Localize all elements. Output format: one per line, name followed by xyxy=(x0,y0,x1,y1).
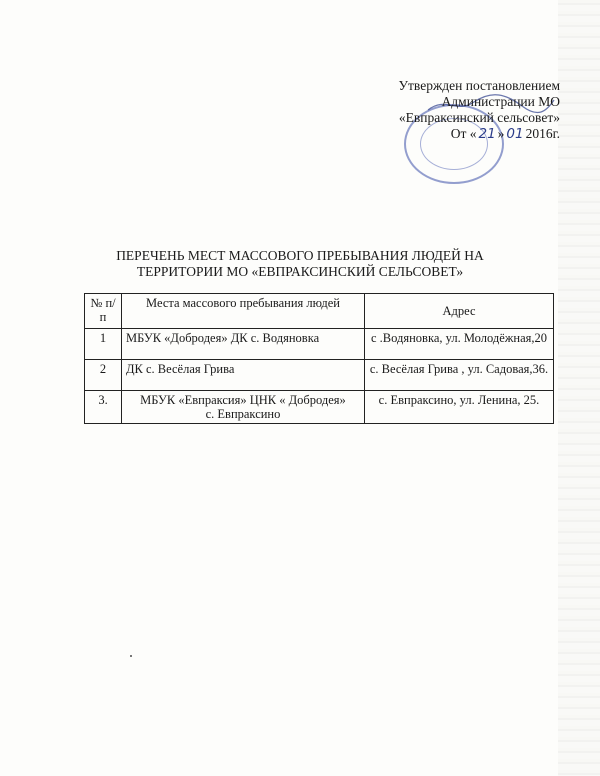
table-row xyxy=(85,391,554,424)
title-line-1: ПЕРЕЧЕНЬ МЕСТ МАССОВОГО ПРЕБЫВАНИЯ ЛЮДЕЙ НА xyxy=(116,248,484,263)
row-place: ДК с. Весёлая Грива xyxy=(122,360,365,391)
approval-line-1: Утвержден постановлением xyxy=(398,78,560,93)
row-address: с .Водяновка, ул. Молодёжная,20 xyxy=(365,329,554,360)
approval-line-3: «Евпраксинский сельсовет» xyxy=(398,110,560,125)
table-header-row xyxy=(85,294,554,329)
approval-block xyxy=(360,78,560,142)
row-number: 3. xyxy=(85,391,122,424)
approval-line-2: Администрации МО xyxy=(441,94,560,109)
header-number: № п/п xyxy=(85,294,122,329)
date-mid: » xyxy=(497,126,505,141)
header-address: Адрес xyxy=(365,294,554,329)
scan-edge-artifact xyxy=(558,0,600,776)
row-place: МБУК «Добродея» ДК с. Водяновка xyxy=(122,329,365,360)
title-line-2: ТЕРРИТОРИИ МО «ЕВПРАКСИНСКИЙ СЕЛЬСОВЕТ» xyxy=(136,264,464,279)
places-table xyxy=(84,293,554,424)
row-place xyxy=(122,391,365,424)
table-row xyxy=(85,329,554,360)
date-prefix: От « xyxy=(450,126,477,141)
document-title xyxy=(60,248,540,280)
row-place-line-1: МБУК «Евпраксия» ЦНК « Добродея» xyxy=(140,393,346,407)
date-day: 21 xyxy=(478,126,496,142)
row-place-line-2: с. Евпраксино xyxy=(205,407,281,421)
row-number: 2 xyxy=(85,360,122,391)
date-year: 2016г. xyxy=(525,126,560,141)
table-row xyxy=(85,360,554,391)
row-number: 1 xyxy=(85,329,122,360)
approval-date xyxy=(360,126,560,142)
scan-speck xyxy=(130,655,132,657)
header-place: Места массового пребывания людей xyxy=(122,294,365,329)
date-month: 01 xyxy=(506,126,524,142)
row-address: с. Евпраксино, ул. Ленина, 25. xyxy=(365,391,554,424)
row-address: с. Весёлая Грива , ул. Садовая,36. xyxy=(365,360,554,391)
